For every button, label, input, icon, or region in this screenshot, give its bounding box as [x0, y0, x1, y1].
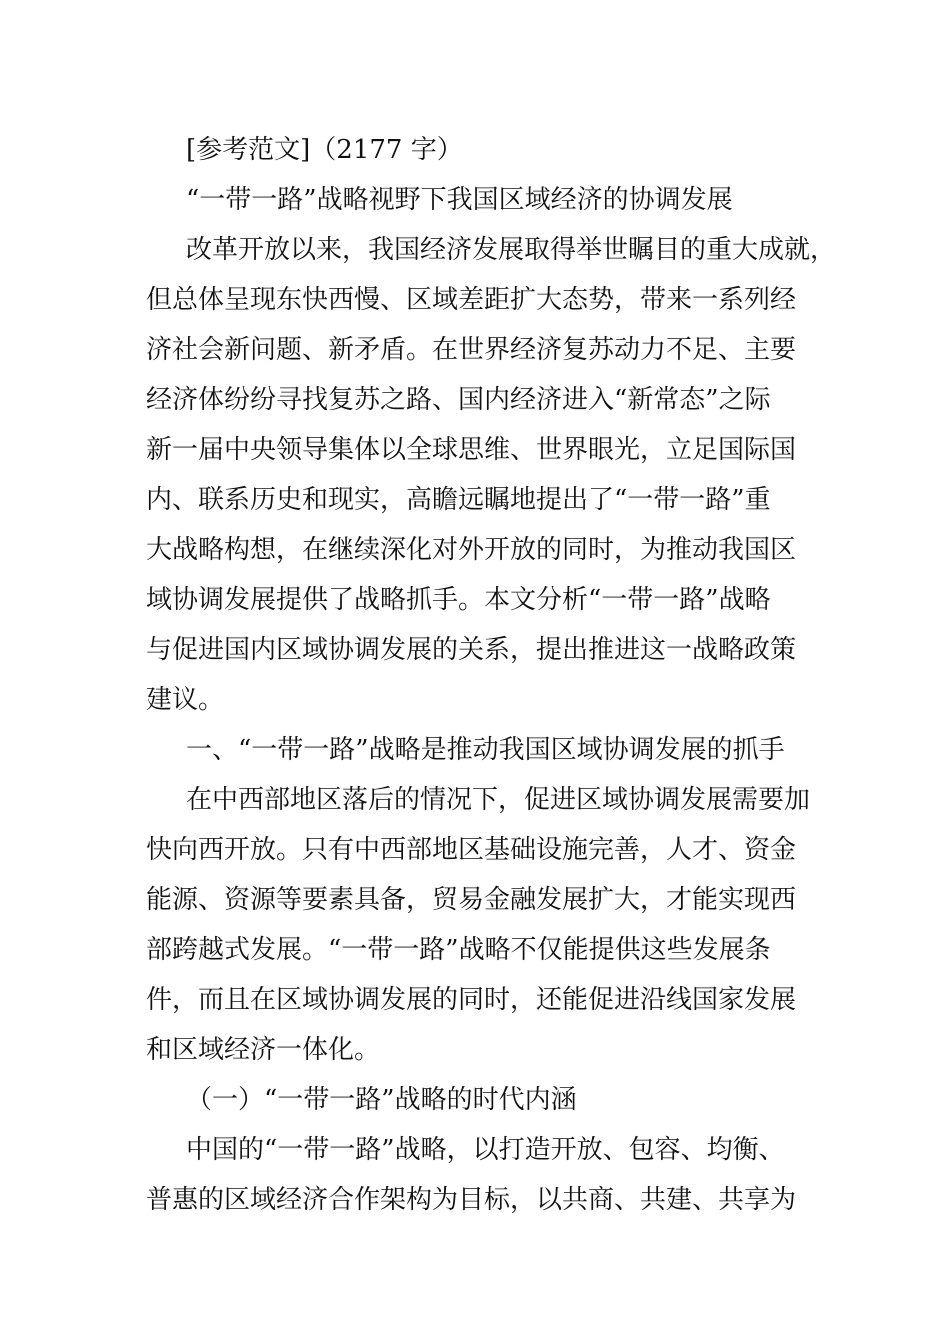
paragraph-line: 在中西部地区落后的情况下，促进区域协调发展需要加: [186, 785, 811, 815]
document-title: “一带一路”战略视野下我国区域经济的协调发展: [186, 185, 733, 215]
paragraph-line: 能源、资源等要素具备，贸易金融发展扩大，才能实现西: [146, 885, 797, 915]
paragraph-line: 部跨越式发展。“一带一路”战略不仅能提供这些发展条: [146, 935, 771, 965]
paragraph-line: 快向西开放。只有中西部地区基础设施完善，人才、资金: [146, 835, 797, 865]
paragraph-line: 新一届中央领导集体以全球思维、世界眼光，立足国际国: [146, 435, 797, 465]
paragraph-line: 内、联系历史和现实，高瞻远瞩地提出了“一带一路”重: [146, 485, 771, 515]
paragraph-line: 中国的“一带一路”战略，以打造开放、包容、均衡、: [186, 1135, 785, 1165]
paragraph-line: 但总体呈现东快西慢、区域差距扩大态势，带来一系列经: [146, 285, 797, 315]
section-heading: 一、“一带一路”战略是推动我国区域协调发展的抓手: [186, 735, 785, 765]
subsection-heading: （一）“一带一路”战略的时代内涵: [186, 1085, 577, 1115]
paragraph-line: 普惠的区域经济合作架构为目标，以共商、共建、共享为: [146, 1185, 797, 1215]
reference-label: [参考范文]（2177 字）: [186, 135, 463, 165]
paragraph-line: 与促进国内区域协调发展的关系，提出推进这一战略政策: [146, 635, 797, 665]
paragraph-line: 改革开放以来，我国经济发展取得举世瞩目的重大成就，: [186, 235, 837, 265]
paragraph-line: 建议。: [146, 685, 225, 715]
paragraph-line: 和区域经济一体化。: [146, 1035, 381, 1065]
paragraph-line: 域协调发展提供了战略抓手。本文分析“一带一路”战略: [146, 585, 771, 615]
paragraph-line: 大战略构想，在继续深化对外开放的同时，为推动我国区: [146, 535, 797, 565]
paragraph-line: 件，而且在区域协调发展的同时，还能促进沿线国家发展: [146, 985, 797, 1015]
paragraph-line: 济社会新问题、新矛盾。在世界经济复苏动力不足、主要: [146, 335, 797, 365]
paragraph-line: 经济体纷纷寻找复苏之路、国内经济进入“新常态”之际: [146, 385, 771, 415]
